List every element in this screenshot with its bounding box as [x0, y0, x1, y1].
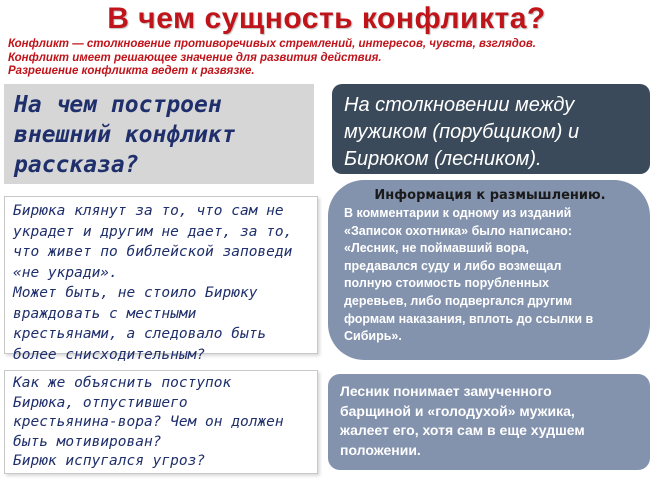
- answer-line: положении.: [340, 441, 421, 458]
- info-line: Сибирь».: [344, 329, 402, 344]
- reflection-line: Бирюка клянут за то, что сам не: [13, 203, 284, 219]
- reflection-line: украдет и другим не дает, за то,: [13, 223, 293, 240]
- question-line: внешний конфликт: [14, 122, 236, 148]
- answer-motivation: [328, 374, 650, 470]
- info-box: [328, 180, 650, 360]
- info-title: Информация к размышлению.: [374, 188, 606, 203]
- info-line: «Лесник, не поймавший вора,: [344, 241, 529, 256]
- info-line: полную стоимость порубленных: [344, 276, 549, 291]
- definition-line: Конфликт имеет решающее значение для развития действия.: [8, 51, 382, 64]
- info-text: [344, 205, 636, 346]
- reflection-line: крестьянами, а следовало быть: [13, 326, 267, 342]
- reflection-text: [4, 196, 318, 363]
- question-line: Как же объяснить поступок: [13, 375, 232, 391]
- question-line: На чем построен: [14, 92, 222, 118]
- question-motivation: [4, 370, 318, 474]
- definition-line: Конфликт — столкновение противоречивых стремлений, интересов, чувств, взглядов.: [8, 38, 537, 50]
- question-line: Бирюка, отпустившего: [13, 394, 188, 411]
- definition-line: Разрешение конфликта ведет к развязке.: [8, 65, 255, 77]
- question-line: крестьянина-вора? Чем он должен: [13, 414, 284, 430]
- question-external-conflict: [4, 84, 314, 184]
- reflection-line: более снисходительным?: [13, 346, 206, 363]
- answer-external-conflict: [332, 84, 650, 174]
- info-line: предавался суду и либо возмещал: [344, 258, 562, 273]
- slide-title: В чем сущность конфликта?: [107, 2, 546, 35]
- answer-line: На столкновении между: [344, 94, 575, 116]
- reflection-line: враждовать с местными: [13, 305, 197, 322]
- info-line: формам наказания, вплоть до ссылки в: [344, 311, 594, 326]
- info-line: деревьев, либо подвергался другим: [344, 293, 573, 308]
- question-line: Бирюк испугался угроз?: [13, 453, 206, 469]
- reflection-line: что живет по библейской заповеди: [13, 244, 293, 260]
- definitions: [8, 38, 648, 79]
- answer-line: Бирюком (лесником).: [344, 148, 542, 170]
- answer-line: жалеет его, хотя сам в еще худшем: [340, 422, 585, 438]
- answer-line: барщиной и «голодухой» мужика,: [340, 402, 575, 419]
- reflection-line: «не укради».: [13, 264, 118, 281]
- answer-line: Лесник понимает замученного: [340, 383, 552, 399]
- answer-line: мужиком (порубщиком) и: [344, 121, 580, 143]
- question-line: рассказа?: [14, 152, 139, 178]
- question-line: быть мотивирован?: [13, 433, 162, 450]
- reflection-line: Может быть, не стоило Бирюку: [13, 285, 258, 301]
- info-line: «Записок охотника» было написано:: [344, 223, 572, 238]
- info-line: В комментарии к одному из изданий: [344, 206, 572, 220]
